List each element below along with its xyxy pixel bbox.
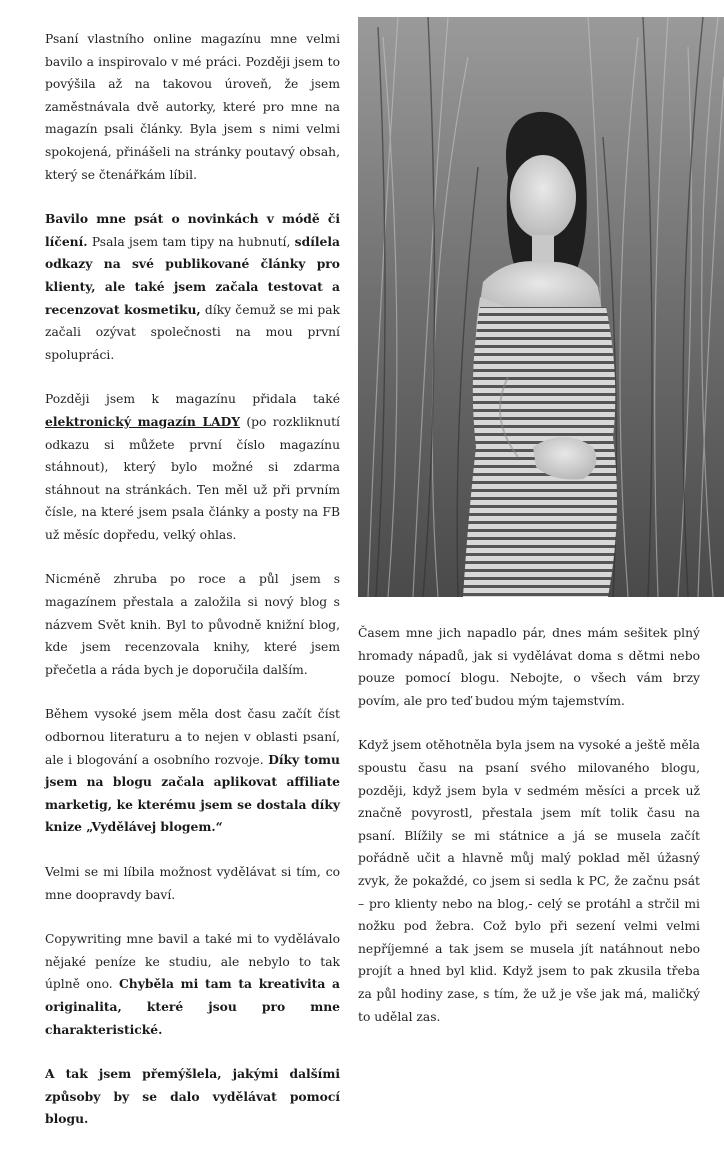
paragraph — [45, 861, 340, 906]
paragraph — [45, 928, 340, 1041]
bold-text-run: Chyběla mi tam ta kreativita a originalita, které jsou pro mne charakteristické. — [45, 976, 340, 1037]
paragraph — [358, 622, 700, 712]
paragraph — [45, 208, 340, 366]
text-run: (po rozkliknutí odkazu si můžete první číslo magazínu stáhnout), který bylo možné si zdarma stáhnout na stránkách. Ten měl už při prvním čísle, na které jsem psala články a posty na FB už měsíc dopředu, velký ohlas. — [45, 414, 340, 542]
paragraph — [45, 1063, 340, 1131]
text-run: Psaní vlastního online magazínu mne velmi bavilo a inspirovalo v mé práci. Později jsem to povýšila až na takovou úroveň, že jsem zaměstnávala dvě autorky, které pro mne na magazín psali články. Byla jsem s nimi velmi spokojená, přinášeli na stránky poutavý obsah, který se čtenářkám líbil. — [45, 32, 340, 182]
text-run: díky čemuž se mi pak začali ozývat společnosti na mou první spolupráci. — [45, 302, 340, 362]
text-run: Velmi se mi líbila možnost vydělávat si tím, co mne doopravdy baví. — [45, 865, 340, 902]
text-run: Když jsem otěhotněla byla jsem na vysoké a ještě měla spoustu času na psaní svého milovaného blogu, později, když jsem byla v sedmém měsíci a prcek už značně povyrostl, přestala jsem mít tolik času na psaní. Blížily se mi státnice a já se musela začít pořádně učit a hlavně můj malý poklad měl úžasný zvyk, že pokaždé, co jsem si sedla k PC, že začnu psát – pro klienty nebo na blog,- celý se protáhl a strčil mi nožku pod žebra. Což bylo při sezení velmi velmi nepříjemné a tak jsem se musela jít natáhnout nebo projít a hned byl klid. Když jsem to pak zkusila třeba za půl hodiny zase, s tím, že už je vše jak má, maličký to udělal zas. — [358, 738, 700, 1024]
text-run: Během vysoké jsem měla dost času začít číst odbornou literaturu a to nejen v oblasti psaní, ale i blogování a osobního rozvoje. — [45, 707, 340, 767]
bold-text-run: A tak jsem přemýšlela, jakými dalšími způsoby by se dalo vydělávat pomocí blogu. — [45, 1066, 340, 1127]
text-run: Nicméně zhruba po roce a půl jsem s magazínem přestala a založila si nový blog s názvem Svět knih. Byl to původně knižní blog, kde jsem recenzovala knihy, které jsem přečetla a ráda bych je doporučila dalším. — [45, 572, 340, 677]
photo-illustration — [358, 17, 724, 597]
paragraph — [45, 703, 340, 839]
pregnant-woman-photo — [358, 17, 724, 597]
lady-magazine-link[interactable]: elektronický magazín LADY — [45, 413, 241, 429]
paragraph — [45, 568, 340, 681]
left-text-column — [45, 28, 340, 1153]
text-run: Psala jsem tam tipy na hubnutí, — [87, 234, 295, 249]
text-run: Časem mne jich napadlo pár, dnes mám sešitek plný hromady nápadů, jak si vydělávat doma s dětmi nebo pouze pomocí blogu. Nebojte, o všech vám brzy povím, ale pro teď budou mým tajemstvím. — [358, 626, 700, 708]
text-run: Později jsem k magazínu přidala také — [45, 392, 340, 407]
text-run: Copywriting mne bavil a také mi to vydělávalo nějaké peníze ke studiu, ale nebylo to tak úplně ono. — [45, 932, 340, 992]
right-text-column — [358, 622, 700, 1050]
paragraph — [45, 388, 340, 546]
bold-text-run: Bavilo mne psát o novinkách v módě či líčení. — [45, 211, 340, 249]
bold-text-run: sdílela odkazy na své publikované články pro klienty, ale také jsem začala testovat a recenzovat kosmetiku, — [45, 233, 340, 317]
paragraph — [358, 734, 700, 1028]
bold-text-run: Díky tomu jsem na blogu začala aplikovat affiliate marketig, ke kterému jsem se dostala díky knize „Vydělávej blogem.“ — [45, 751, 340, 835]
paragraph — [45, 28, 340, 186]
